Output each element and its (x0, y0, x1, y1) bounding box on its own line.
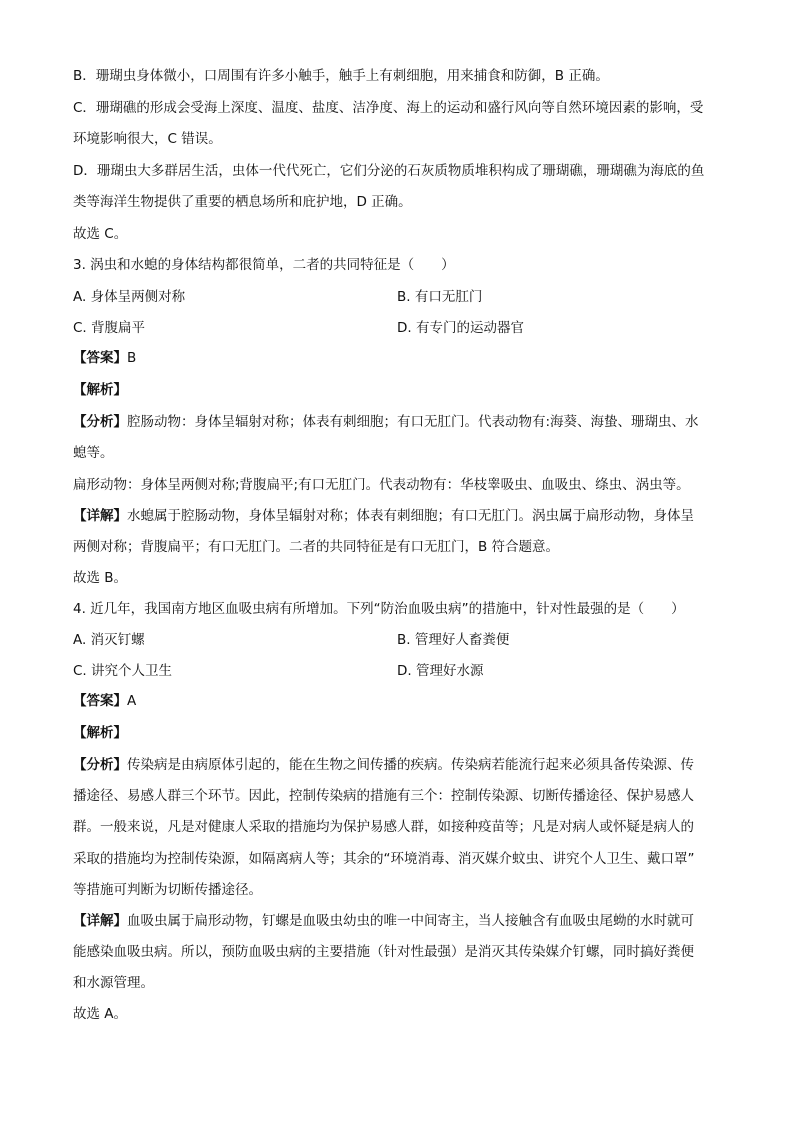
q4-option-d: D. 管理好水源 (397, 663, 484, 679)
q3-answer: B (127, 350, 137, 366)
xiangjie-tag: 【详解】 (73, 913, 127, 929)
q3-question: 3. 涡虫和水螅的身体结构都很简单，二者的共同特征是（ ） (73, 257, 455, 273)
q3-option-b: B. 有口无肛门 (397, 289, 483, 305)
q2-choice: 故选 C。 (73, 226, 128, 242)
q3-fenxi-line2: 螅等。 (73, 445, 114, 461)
answer-tag: 【答案】 (73, 350, 127, 366)
q3-answer-row (73, 348, 136, 368)
xiangjie-tag: 【详解】 (73, 508, 127, 524)
q4-fenxi-line1 (73, 755, 694, 775)
q4-fenxi-line3: 群。一般来说，凡是对健康人采取的措施均为保护易感人群，如接种疫苗等；凡是对病人或怀疑是病人的 (73, 819, 694, 835)
q3-analysis-tag: 【解析】 (73, 382, 127, 398)
q2-option-c-explanation-line1: C．珊瑚礁的形成会受海上深度、温度、盐度、洁净度、海上的运动和盛行风向等自然环境因素的影响，受 (73, 100, 704, 116)
q3-fenxi-line3: 扁形动物：身体呈两侧对称;背腹扁平;有口无肛门。代表动物有：华枝睾吸虫、血吸虫、绦虫、涡虫等。 (73, 477, 690, 493)
q4-fenxi-line5: 等措施可判断为切断传播途径。 (73, 882, 262, 898)
q4-analysis-tag: 【解析】 (73, 725, 127, 741)
q4-choice: 故选 A。 (73, 1006, 128, 1022)
q3-fenxi-text1: 腔肠动物：身体呈辐射对称；体表有刺细胞；有口无肛门。代表动物有:海葵、海蛰、珊瑚虫、水 (127, 414, 699, 430)
q4-fenxi-text1: 传染病是由病原体引起的，能在生物之间传播的疾病。传染病若能流行起来必须具备传染源、传 (127, 757, 694, 773)
q3-option-a: A. 身体呈两侧对称 (73, 289, 186, 305)
q3-xiangjie-line1 (73, 506, 694, 526)
answer-tag: 【答案】 (73, 693, 127, 709)
q3-choice: 故选 B。 (73, 570, 128, 586)
q3-xiangjie-line2: 两侧对称；背腹扁平；有口无肛门。二者的共同特征是有口无肛门，B 符合题意。 (73, 539, 560, 555)
q4-xiangjie-line3: 和水源管理。 (73, 975, 154, 991)
fenxi-tag: 【分析】 (73, 757, 127, 773)
q3-fenxi-line1 (73, 412, 699, 432)
q4-fenxi-line2: 播途径、易感人群三个环节。因此，控制传染病的措施有三个：控制传染源、切断传播途径、保护易感人 (73, 788, 694, 804)
q4-question: 4. 近几年，我国南方地区血吸虫病有所增加。下列“防治血吸虫病”的措施中，针对性最强的是（ ） (73, 601, 685, 617)
q4-option-b: B. 管理好人畜粪便 (397, 632, 510, 648)
q4-answer: A (127, 693, 137, 709)
q3-option-c: C. 背腹扁平 (73, 320, 146, 336)
q4-answer-row (73, 691, 136, 711)
q2-option-d-explanation-line2: 类等海洋生物提供了重要的栖息场所和庇护地，D 正确。 (73, 194, 412, 210)
q4-fenxi-line4: 采取的措施均为控制传染源，如隔离病人等；其余的“环境消毒、消灭媒介蚊虫、讲究个人卫生、戴口罩” (73, 851, 695, 867)
q2-option-d-explanation-line1: D．珊瑚虫大多群居生活，虫体一代代死亡，它们分泌的石灰质物质堆积构成了珊瑚礁，珊瑚礁为海底的鱼 (73, 163, 705, 179)
q4-option-a: A. 消灭钉螺 (73, 632, 145, 648)
fenxi-tag: 【分析】 (73, 414, 127, 430)
q3-xiangjie-text1: 水螅属于腔肠动物，身体呈辐射对称；体表有刺细胞；有口无肛门。涡虫属于扁形动物，身体呈 (127, 508, 694, 524)
q4-xiangjie-line1 (73, 911, 694, 931)
q4-xiangjie-line2: 能感染血吸虫病。所以，预防血吸虫病的主要措施（针对性最强）是消灭其传染媒介钉螺，同时搞好粪便 (73, 944, 694, 960)
q4-xiangjie-text1: 血吸虫属于扁形动物，钉螺是血吸虫幼虫的唯一中间寄主，当人接触含有血吸虫尾蚴的水时就可 (127, 913, 694, 929)
q3-option-d: D. 有专门的运动器官 (397, 320, 524, 336)
q4-option-c: C. 讲究个人卫生 (73, 663, 173, 679)
q2-option-c-explanation-line2: 环境影响很大，C 错误。 (73, 131, 222, 147)
q2-option-b-explanation: B．珊瑚虫身体微小，口周围有许多小触手，触手上有刺细胞，用来捕食和防御，B 正确。 (73, 68, 609, 84)
